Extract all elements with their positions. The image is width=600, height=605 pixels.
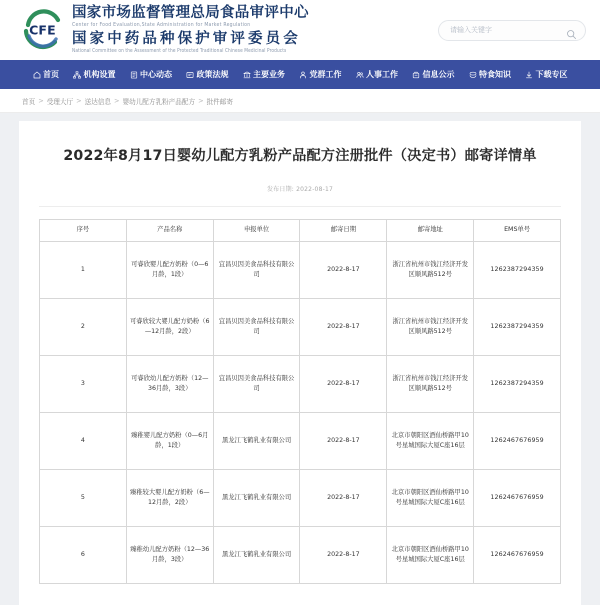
- table-row: [40, 241, 561, 298]
- publish-date-label: 发布日期:: [266, 185, 295, 193]
- breadcrumb-item-acceptance-hall[interactable]: 受理大厅: [46, 98, 74, 106]
- cell-ems: 1262467676959: [474, 412, 561, 469]
- svg-text:CFE: CFE: [29, 22, 56, 38]
- cell-product: 可睿欣幼儿配方奶粉（12—36月龄，3段）: [126, 355, 213, 412]
- column-header-product: 产品名称: [126, 219, 213, 241]
- org-name-en-secondary: National Committee on the Assessment of the Protected Traditional Chinese Medicinal Products: [72, 48, 287, 55]
- cell-ems: 1262467676959: [474, 469, 561, 526]
- cell-product: 臻稚较大婴儿配方奶粉（6—12月龄，2段）: [126, 469, 213, 526]
- page-title: 2022年8月17日婴幼儿配方乳粉产品配方注册批件（决定书）邮寄详情单: [63, 148, 537, 164]
- nav-item-downloads[interactable]: [518, 71, 575, 79]
- table-body: [40, 241, 561, 583]
- table-row: [40, 412, 561, 469]
- breadcrumb-item-infant-formula[interactable]: 婴幼儿配方乳粉产品配方: [122, 98, 196, 106]
- column-header-ems: EMS单号: [474, 219, 561, 241]
- cell-unit: 宜昌贝因美食品科技有限公司: [213, 355, 300, 412]
- column-header-date: 邮寄日期: [300, 219, 387, 241]
- cell-address: 浙江省杭州市钱江经济开发区顺风路512号: [387, 355, 474, 412]
- cell-product: 臻稚幼儿配方奶粉（12—36月龄，3段）: [126, 526, 213, 583]
- people-icon: [356, 71, 364, 79]
- nav-item-organization[interactable]: [66, 71, 123, 79]
- nav-label: 特食知识: [479, 69, 511, 79]
- nav-label: 人事工作: [366, 69, 398, 79]
- main-navigation: [0, 60, 600, 89]
- cell-date: 2022-8-17: [300, 469, 387, 526]
- cell-unit: 宜昌贝因美食品科技有限公司: [213, 298, 300, 355]
- org-name-cn-secondary: 国家中药品种保护审评委员会: [72, 30, 301, 47]
- title-divider: [39, 206, 561, 207]
- publish-icon: [412, 71, 420, 79]
- cell-index: 6: [40, 526, 127, 583]
- nav-item-food-knowledge[interactable]: [462, 71, 519, 79]
- breadcrumb: [22, 96, 600, 106]
- news-icon: [130, 71, 138, 79]
- cell-date: 2022-8-17: [300, 355, 387, 412]
- nav-label: 首页: [43, 69, 59, 79]
- column-header-index: 序号: [40, 219, 127, 241]
- cell-product: 臻稚婴儿配方奶粉（0—6月龄，1段）: [126, 412, 213, 469]
- cell-product: 可睿欣较大婴儿配方奶粉（6—12月龄，2段）: [126, 298, 213, 355]
- table-row: [40, 355, 561, 412]
- breadcrumb-separator: >: [38, 97, 44, 105]
- table-row: [40, 469, 561, 526]
- site-header: [0, 0, 600, 60]
- cell-ems: 1262387294359: [474, 355, 561, 412]
- search-icon[interactable]: [566, 25, 577, 36]
- table-row: [40, 526, 561, 583]
- search-input[interactable]: [450, 26, 566, 34]
- nav-label: 主要业务: [253, 69, 285, 79]
- cell-address: 北京市朝阳区酒仙桥路甲10号星城国际大厦C座16层: [387, 469, 474, 526]
- cell-unit: 黑龙江飞鹤乳业有限公司: [213, 469, 300, 526]
- policy-icon: [186, 71, 194, 79]
- nav-item-center-news[interactable]: [123, 71, 180, 79]
- org-name-block: [72, 4, 309, 55]
- cell-address: 北京市朝阳区酒仙桥路甲10号星城国际大厦C座16层: [387, 412, 474, 469]
- breadcrumb-item-home[interactable]: 首页: [22, 98, 36, 106]
- cell-address: 北京市朝阳区酒仙桥路甲10号星城国际大厦C座16层: [387, 526, 474, 583]
- cell-date: 2022-8-17: [300, 526, 387, 583]
- breadcrumb-separator: >: [76, 97, 82, 105]
- nav-item-business[interactable]: [236, 71, 293, 79]
- page-body: [0, 113, 600, 605]
- breadcrumb-separator: >: [114, 97, 120, 105]
- nav-label: 信息公示: [422, 69, 455, 79]
- cell-index: 3: [40, 355, 127, 412]
- home-icon: [33, 71, 41, 79]
- cell-ems: 1262387294359: [474, 241, 561, 298]
- cell-unit: 宜昌贝因美食品科技有限公司: [213, 241, 300, 298]
- nav-item-home[interactable]: [26, 71, 67, 79]
- publish-date-line: [39, 167, 561, 206]
- cell-date: 2022-8-17: [300, 412, 387, 469]
- cell-address: 浙江省杭州市钱江经济开发区顺风路512号: [387, 298, 474, 355]
- cell-index: 5: [40, 469, 127, 526]
- column-header-address: 邮寄地址: [387, 219, 474, 241]
- cell-index: 2: [40, 298, 127, 355]
- cell-unit: 黑龙江飞鹤乳业有限公司: [213, 526, 300, 583]
- nav-label: 政策法规: [196, 69, 229, 79]
- cell-address: 浙江省杭州市钱江经济开发区顺风路512号: [387, 241, 474, 298]
- cell-ems: 1262387294359: [474, 298, 561, 355]
- search-box[interactable]: [438, 20, 586, 41]
- knowledge-icon: [469, 71, 477, 79]
- business-icon: [243, 71, 251, 79]
- cell-date: 2022-8-17: [300, 298, 387, 355]
- table-row: [40, 298, 561, 355]
- nav-label: 党群工作: [309, 69, 342, 79]
- breadcrumb-item-delivery-info[interactable]: 送达信息: [84, 98, 111, 106]
- cell-unit: 黑龙江飞鹤乳业有限公司: [213, 412, 300, 469]
- content-card: [19, 121, 581, 605]
- breadcrumb-bar: [0, 89, 600, 113]
- org-name-cn-primary: 国家市场监督管理总局食品审评中心: [72, 5, 309, 22]
- party-icon: [299, 71, 307, 79]
- download-icon: [525, 71, 533, 79]
- cell-ems: 1262467676959: [474, 526, 561, 583]
- nav-label: 下载专区: [535, 69, 568, 79]
- mailing-details-table: [39, 219, 561, 584]
- cell-date: 2022-8-17: [300, 241, 387, 298]
- nav-item-public-info[interactable]: [405, 71, 462, 79]
- nav-item-policy[interactable]: [179, 71, 236, 79]
- column-header-unit: 申报单位: [213, 219, 300, 241]
- cell-index: 1: [40, 241, 127, 298]
- table-head: [40, 219, 561, 241]
- site-logo[interactable]: [22, 4, 309, 55]
- nav-label: 中心动态: [140, 69, 172, 79]
- nav-item-personnel[interactable]: [349, 71, 406, 79]
- cell-index: 4: [40, 412, 127, 469]
- breadcrumb-separator: >: [198, 97, 204, 105]
- nav-item-party-work[interactable]: [292, 71, 349, 79]
- publish-date-value: 2022-08-17: [296, 185, 333, 193]
- cell-product: 可睿欣婴儿配方奶粉（0—6月龄，1段）: [126, 241, 213, 298]
- breadcrumb-item-current: 批件邮寄: [206, 98, 233, 106]
- table-header-row: [40, 219, 561, 241]
- nav-label: 机构设置: [83, 69, 116, 79]
- cfe-logo-icon: [22, 9, 64, 51]
- org-chart-icon: [73, 71, 81, 79]
- org-name-en-primary: Center for Food Evaluation,State Administration for Market Regulation: [72, 22, 251, 28]
